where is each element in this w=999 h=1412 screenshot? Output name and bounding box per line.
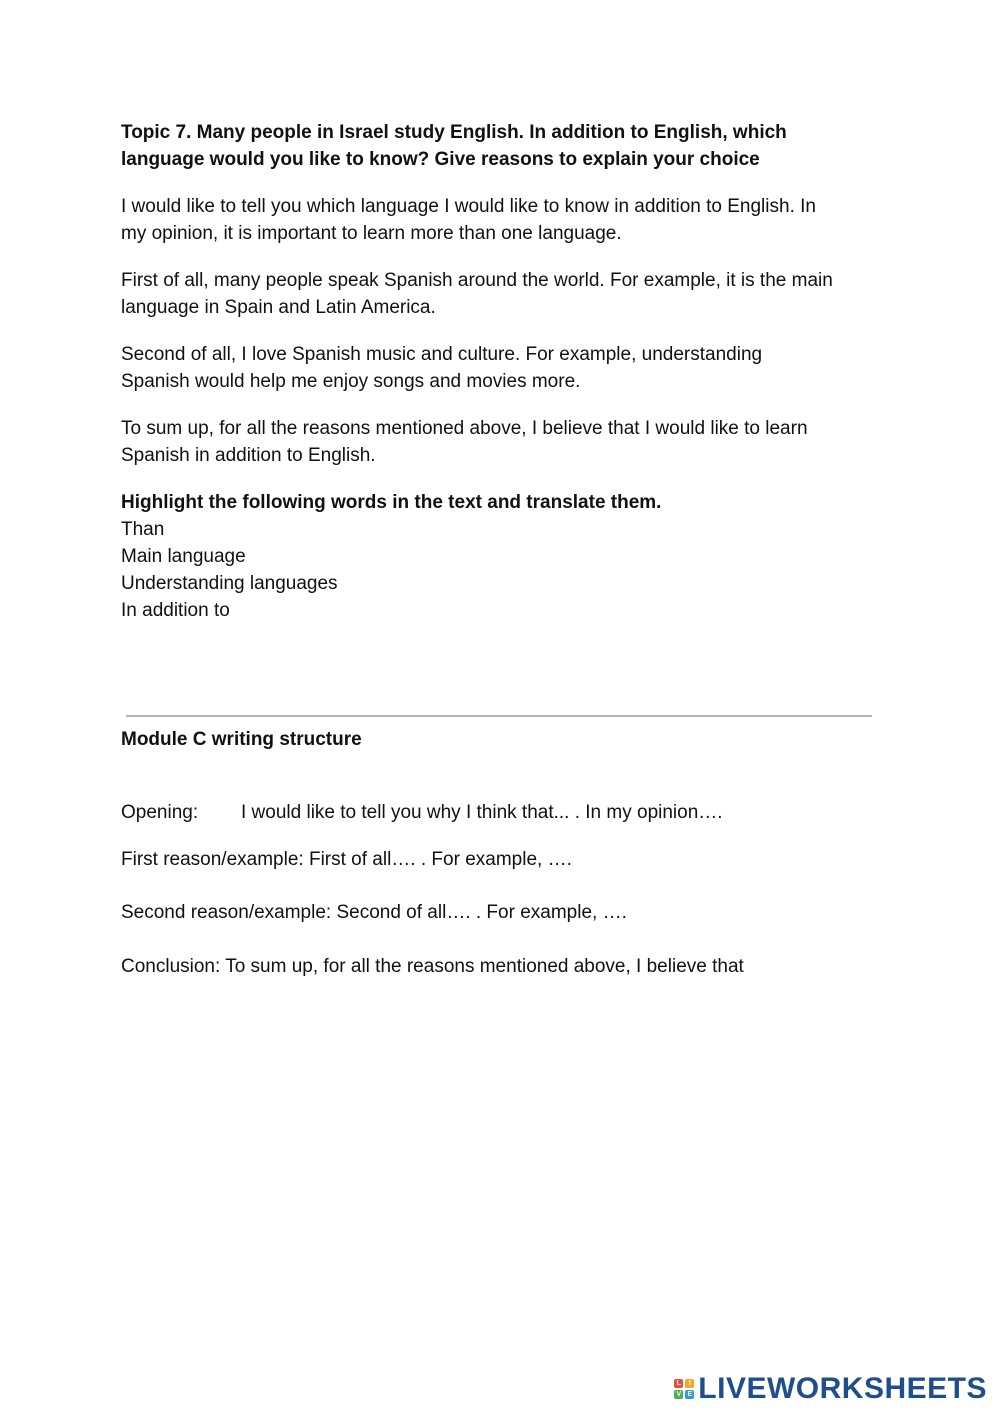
opening-text: I would like to tell you why I think that... . In my opinion…. [241, 802, 723, 823]
essay-line: Second of all, I love Spanish music and culture. For example, understanding [121, 344, 763, 365]
mark-letter: E [685, 1390, 694, 1399]
worksheet-body [121, 119, 881, 624]
topic-heading [121, 119, 881, 173]
essay-line: First of all, many people speak Spanish around the world. For example, it is the main [121, 270, 833, 291]
liveworksheets-mark-icon [674, 1379, 694, 1399]
essay-line: my opinion, it is important to learn more than one language. [121, 223, 622, 244]
mark-letter: I [685, 1379, 694, 1388]
liveworksheets-logo [674, 1372, 987, 1406]
vocabulary-section [121, 489, 881, 624]
section-divider [126, 715, 872, 717]
topic-line-2: language would you like to know? Give reasons to explain your choice [121, 149, 760, 170]
vocabulary-word: Understanding languages [121, 573, 338, 594]
module-c-title: Module C writing structure [121, 729, 362, 750]
essay-paragraph-conclusion [121, 415, 881, 469]
vocabulary-instruction: Highlight the following words in the text and translate them. [121, 492, 662, 513]
topic-line-1: Topic 7. Many people in Israel study English. In addition to English, which [121, 122, 787, 143]
essay-line: language in Spain and Latin America. [121, 297, 436, 318]
mark-letter: L [674, 1379, 683, 1388]
structure-first-reason: First reason/example: First of all…. . For example, …. [121, 849, 572, 870]
structure-second-reason: Second reason/example: Second of all…. . For example, …. [121, 902, 627, 923]
essay-line: Spanish would help me enjoy songs and movies more. [121, 371, 581, 392]
structure-opening [121, 799, 723, 826]
essay-paragraph-opening [121, 193, 881, 247]
essay-paragraph-second-reason [121, 341, 881, 395]
essay-line: To sum up, for all the reasons mentioned above, I believe that I would like to learn [121, 418, 808, 439]
vocabulary-word: Than [121, 519, 165, 540]
essay-paragraph-first-reason [121, 267, 881, 321]
liveworksheets-wordmark: LIVEWORKSHEETS [698, 1372, 987, 1405]
vocabulary-word: In addition to [121, 600, 230, 621]
opening-label: Opening: [121, 802, 199, 823]
vocabulary-word: Main language [121, 546, 246, 567]
essay-line: I would like to tell you which language I would like to know in addition to English. In [121, 196, 816, 217]
essay-line: Spanish in addition to English. [121, 445, 376, 466]
structure-conclusion: Conclusion: To sum up, for all the reasons mentioned above, I believe that [121, 956, 744, 977]
mark-letter: V [674, 1390, 683, 1399]
